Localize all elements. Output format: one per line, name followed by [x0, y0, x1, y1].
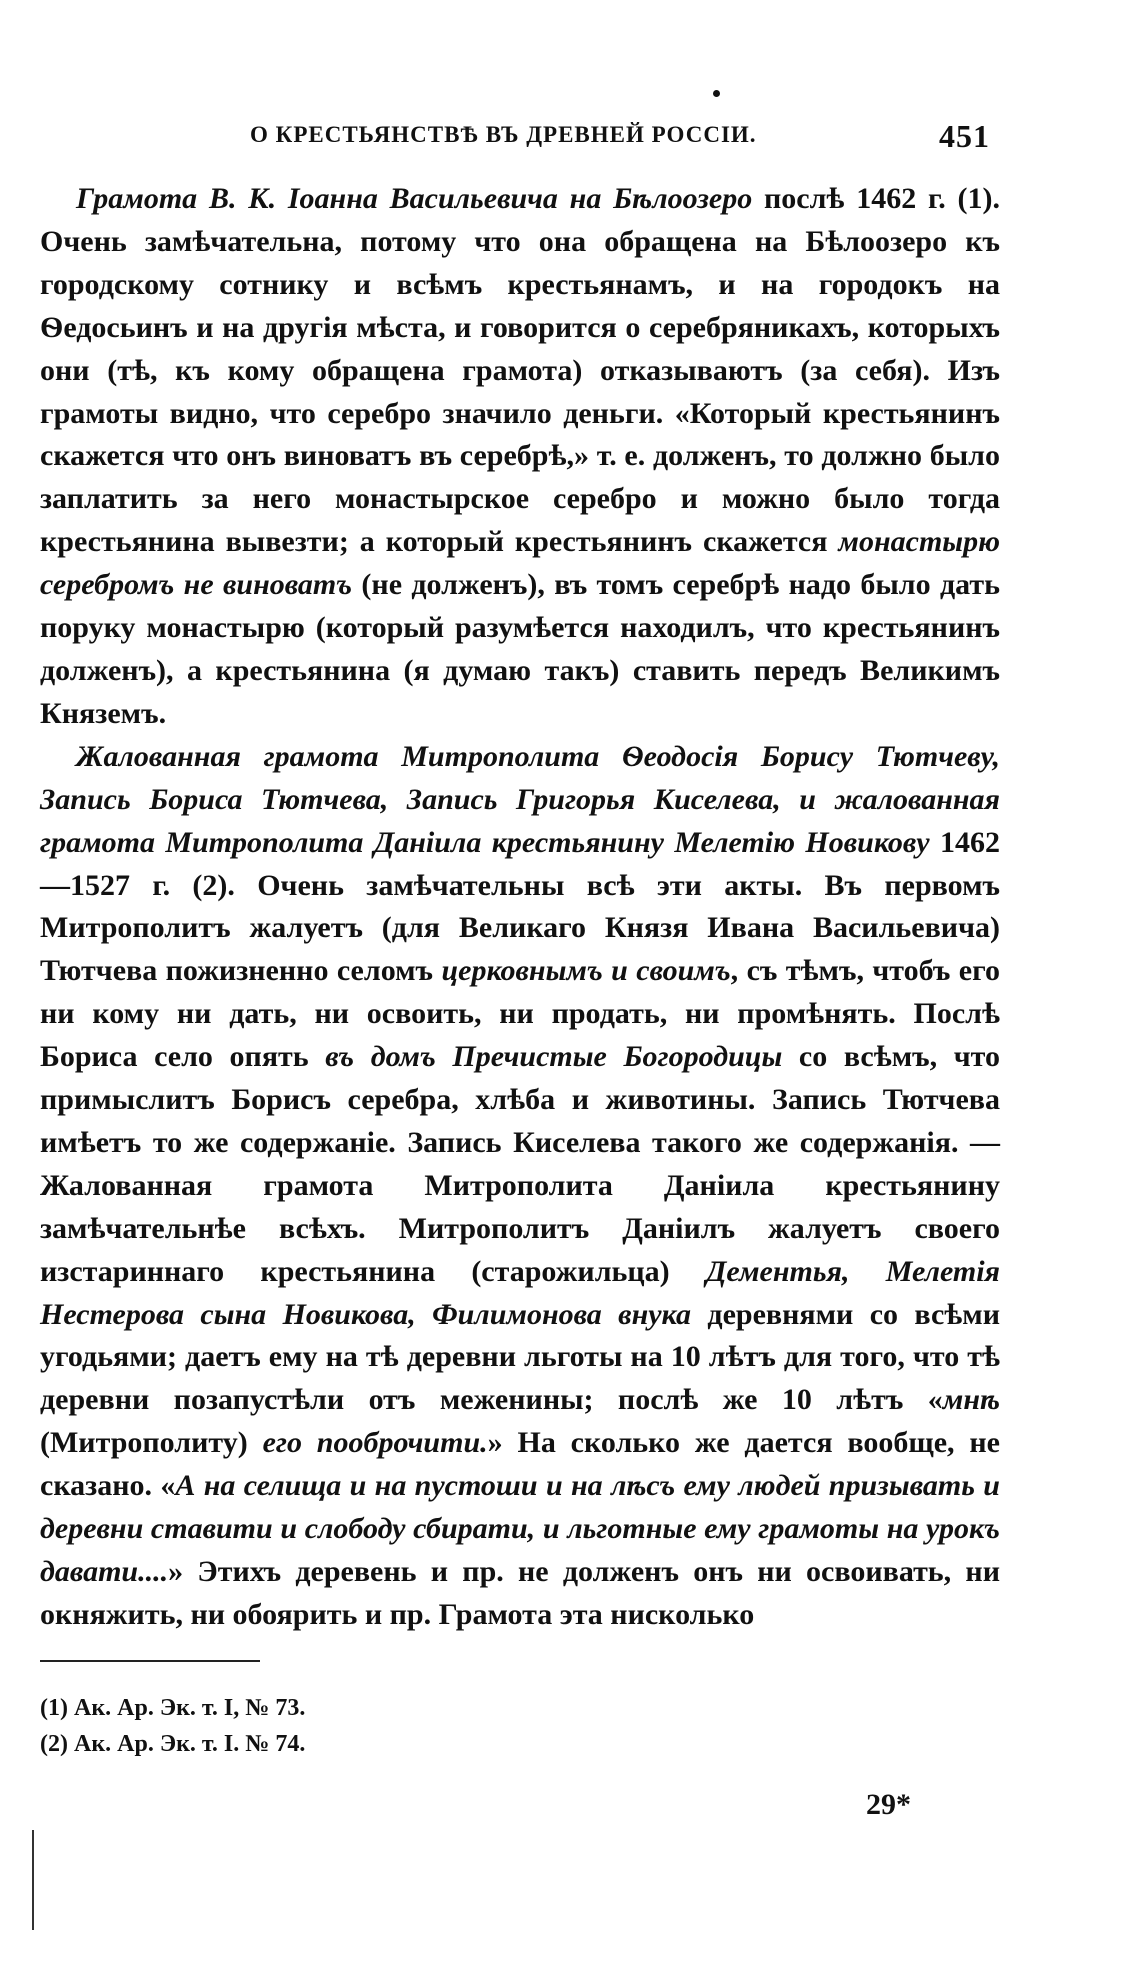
footnote-rule [40, 1660, 260, 1662]
paragraph [40, 736, 1000, 1637]
footnote: (2) Ак. Ар. Эк. т. I. № 74. [40, 1731, 306, 1757]
text-run: (Митрополиту) [40, 1426, 263, 1460]
page-number: 451 [939, 118, 990, 154]
italic-text-run: церковнымъ и своимъ [441, 954, 731, 988]
italic-text-run: Жалованная грамота Митрополита Ѳеодосія Борису Тютчеву, Запись Бориса Тютчева, Запись Григорья Киселева, и жалованная грамота Митрополита Даніила крестьянину Мелетію Новикову [40, 739, 1000, 859]
text-run: 1462—1527 г. (2). Очень замѣчательны всѣ эти акты. Въ первомъ Митрополитъ жалуетъ (для Великаго Князя Ивана Васильевича) Тютчева пожизненно селомъ [40, 825, 1001, 988]
footnotes [40, 1690, 305, 1762]
text-run: » Этихъ деревень и пр. не долженъ онъ ни освоивать, ни окняжить, ни обоярить и пр. Грамота эта нисколько [40, 1555, 1000, 1631]
running-head [250, 118, 990, 158]
body-text [40, 178, 1000, 1637]
italic-text-run: А на селища и на пустоши и на лѣсъ ему людей призывать и деревни ставити и слободу сбирати, и льготные ему грамоты на урокъ давати.... [40, 1469, 1000, 1588]
print-dot-mark [713, 90, 720, 97]
margin-line [32, 1830, 34, 1930]
italic-text-run: монастырю серебромъ не виноватъ [40, 525, 1000, 602]
italic-text-run: его пооброчити. [262, 1426, 488, 1460]
text-run: послѣ 1462 г. (1). Очень замѣчательна, потому что она обращена на Бѣлоозеро къ городскому сотнику и всѣмъ крестьянамъ, и на городокъ на Ѳедосьинъ и на другія мѣста, и говорится о серебряникахъ, которыхъ они (тѣ, къ кому обращена грамота) отказываютъ (за себя). Изъ грамоты видно, что серебро значило деньги. «Который крестьянинъ скажется что онъ виноватъ въ серебрѣ,» т. е. долженъ, то должно было заплатить за него монастырское серебро и можно было тогда крестьянина вывезти; а который крестьянинъ скажется [40, 182, 1000, 559]
running-title: О КРЕСТЬЯНСТВѢ ВЪ ДРЕВНЕЙ РОССІИ. [250, 122, 757, 147]
italic-text-run: Грамота В. К. Іоанна Васильевича на Бѣлоозеро [76, 182, 753, 215]
text-run: деревнями со всѣми угодьями; даетъ ему на тѣ деревни льготы на 10 лѣтъ для того, что тѣ деревни позапустѣли отъ меженины; послѣ же 10 лѣтъ « [40, 1297, 1000, 1417]
signature-folio: 29* [866, 1788, 911, 1821]
text-run: , съ тѣмъ, чтобъ его ни кому ни дать, ни освоить, ни продать, ни промѣнять. Послѣ Бориса село опять [40, 954, 1001, 1074]
paragraph [40, 178, 1000, 736]
footnote: (1) Ак. Ар. Эк. т. I, № 73. [40, 1695, 306, 1721]
text-run: » На сколько же дается вообще, не сказано. « [40, 1426, 1000, 1503]
italic-text-run: Дементья, Мелетія Нестерова сына Новикова, Филимонова внука [40, 1254, 1001, 1331]
italic-text-run: въ домъ Пречистые Богородицы [325, 1040, 783, 1074]
text-run: (не долженъ), въ томъ серебрѣ надо было дать поруку монастырю (который разумѣется находилъ, что крестьянинъ долженъ), а крестьянина (я думаю такъ) ставить передъ Великимъ Княземъ. [40, 568, 1000, 730]
italic-text-run: мнѣ [942, 1383, 1000, 1417]
text-run: со всѣмъ, что примыслитъ Борисъ серебра, хлѣба и животины. Запись Тютчева имѣетъ то же содержаніе. Запись Киселева такого же содержанія. — Жалованная грамота Митрополита Даніила крестьянину замѣчательнѣе всѣхъ. Митрополитъ Даніилъ жалуетъ своего изстариннаго крестьянина (старожильца) [40, 1040, 1000, 1288]
